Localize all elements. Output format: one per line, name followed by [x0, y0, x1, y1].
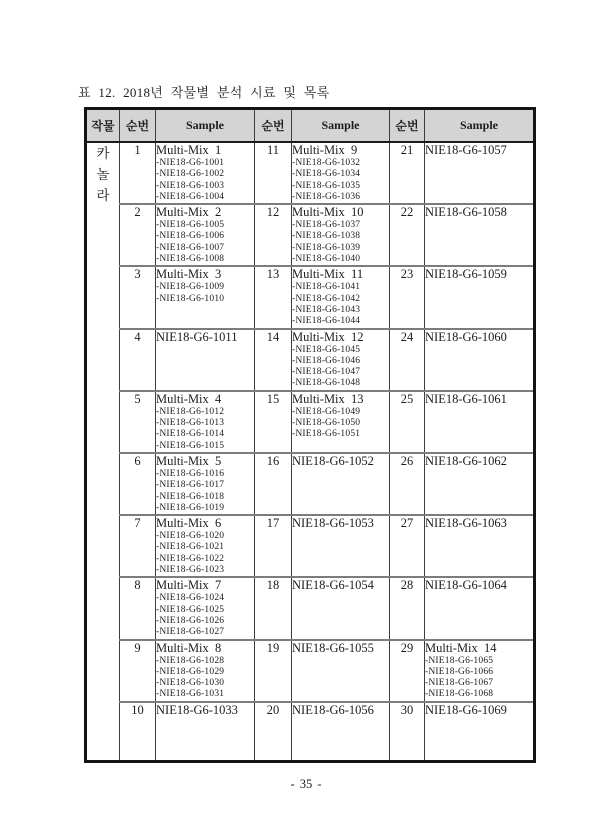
table-row: [86, 391, 535, 453]
sample-item: -NIE18-G6-1043: [292, 304, 361, 315]
sample-item: -NIE18-G6-1039: [292, 242, 361, 253]
sample-title: NIE18-G6-1057: [425, 143, 507, 157]
sample-title: NIE18-G6-1011: [156, 329, 238, 344]
sample-item: -NIE18-G6-1034: [292, 169, 361, 180]
row-number-cell: 30: [390, 702, 425, 762]
sample-title: NIE18-G6-1058: [425, 205, 507, 220]
sample-cell: [425, 266, 535, 328]
sample-title: NIE18-G6-1059: [425, 267, 507, 282]
sample-item: -NIE18-G6-1006: [156, 231, 225, 242]
crop-cell: [86, 142, 120, 762]
header-no-2: 순번: [255, 109, 292, 143]
table-caption: 표 12. 2018년 작물별 분석 시료 및 목록: [78, 85, 330, 100]
row-number-cell: 25: [390, 391, 425, 453]
table-row: [86, 266, 535, 328]
sample-title: Multi-Mix 1: [156, 143, 222, 157]
sample-title: Multi-Mix 5: [156, 453, 222, 468]
sample-item: -NIE18-G6-1037: [292, 220, 361, 231]
table-row: [86, 640, 535, 702]
sample-table: [84, 107, 536, 763]
sample-item: -NIE18-G6-1040: [292, 254, 361, 265]
sample-title: Multi-Mix 14: [425, 640, 497, 655]
sample-title: Multi-Mix 4: [156, 391, 222, 406]
sample-title: NIE18-G6-1053: [292, 516, 374, 531]
row-number-cell: 15: [255, 391, 292, 453]
table-row: [86, 515, 535, 577]
sample-title: Multi-Mix 10: [292, 205, 364, 220]
sample-title: NIE18-G6-1033: [156, 702, 238, 717]
table-row: [86, 453, 535, 515]
row-number-cell: 18: [255, 577, 292, 639]
sample-cell: [292, 142, 390, 204]
row-number-cell: 29: [390, 640, 425, 702]
sample-cell: [156, 142, 255, 204]
sample-title: NIE18-G6-1052: [292, 453, 374, 468]
row-number-cell: 22: [390, 204, 425, 266]
sample-cell: [292, 329, 390, 391]
sample-item: -NIE18-G6-1038: [292, 231, 361, 242]
crop-label-char: 카: [96, 146, 110, 161]
sample-cell: [292, 453, 390, 515]
row-number-cell: 1: [120, 142, 156, 204]
table-row: [86, 142, 535, 204]
sample-item: -NIE18-G6-1019: [156, 502, 225, 513]
row-number-cell: 10: [120, 702, 156, 762]
sample-item: -NIE18-G6-1015: [156, 440, 225, 451]
sample-cell: [292, 640, 390, 702]
row-number-cell: 14: [255, 329, 292, 391]
row-number-cell: 8: [120, 577, 156, 639]
sample-item: -NIE18-G6-1028: [156, 655, 225, 666]
sample-title: NIE18-G6-1054: [292, 578, 374, 593]
sample-cell: [425, 453, 535, 515]
sample-title: Multi-Mix 13: [292, 391, 364, 406]
row-number-cell: 19: [255, 640, 292, 702]
sample-cell: [292, 515, 390, 577]
header-crop: 작물: [86, 109, 120, 143]
sample-cell: [292, 204, 390, 266]
sample-item: -NIE18-G6-1020: [156, 531, 225, 542]
row-number-cell: 6: [120, 453, 156, 515]
header-no-1: 순번: [120, 109, 156, 143]
crop-label-char: 놀: [96, 167, 110, 182]
sample-title: NIE18-G6-1060: [425, 329, 507, 344]
sample-item: -NIE18-G6-1016: [156, 468, 225, 479]
sample-item: -NIE18-G6-1035: [292, 180, 361, 191]
sample-title: Multi-Mix 8: [156, 640, 222, 655]
table-row: [86, 204, 535, 266]
sample-cell: [425, 204, 535, 266]
header-sample-2: Sample: [292, 109, 390, 143]
row-number-cell: 9: [120, 640, 156, 702]
sample-cell: [425, 391, 535, 453]
sample-item: -NIE18-G6-1041: [292, 282, 361, 293]
sample-title: Multi-Mix 11: [292, 267, 364, 282]
sample-title: NIE18-G6-1061: [425, 391, 507, 406]
sample-cell: [156, 515, 255, 577]
sample-item: -NIE18-G6-1017: [156, 480, 225, 491]
sample-item: -NIE18-G6-1049: [292, 406, 361, 417]
table-row: [86, 702, 535, 762]
sample-title: Multi-Mix 12: [292, 329, 364, 344]
sample-title: NIE18-G6-1056: [292, 702, 374, 717]
row-number-cell: 23: [390, 266, 425, 328]
sample-item: -NIE18-G6-1010: [156, 293, 225, 304]
sample-item: -NIE18-G6-1018: [156, 491, 225, 502]
sample-item: -NIE18-G6-1013: [156, 418, 225, 429]
sample-item: -NIE18-G6-1050: [292, 418, 361, 429]
row-number-cell: 20: [255, 702, 292, 762]
header-sample-1: Sample: [156, 109, 255, 143]
sample-item: -NIE18-G6-1009: [156, 282, 225, 293]
row-number-cell: 21: [390, 142, 425, 204]
row-number-cell: 17: [255, 515, 292, 577]
sample-cell: [156, 702, 255, 762]
sample-item: -NIE18-G6-1051: [292, 429, 361, 440]
sample-item: -NIE18-G6-1031: [156, 689, 225, 700]
sample-cell: [156, 266, 255, 328]
sample-item: -NIE18-G6-1012: [156, 406, 225, 417]
row-number-cell: 11: [255, 142, 292, 204]
sample-item: -NIE18-G6-1036: [292, 191, 361, 202]
sample-title: Multi-Mix 6: [156, 516, 222, 531]
sample-item: -NIE18-G6-1030: [156, 678, 225, 689]
sample-item: -NIE18-G6-1027: [156, 627, 225, 638]
sample-cell: [156, 453, 255, 515]
sample-title: NIE18-G6-1069: [425, 702, 507, 717]
sample-cell: [425, 515, 535, 577]
sample-title: Multi-Mix 3: [156, 267, 222, 282]
sample-item: -NIE18-G6-1032: [292, 158, 361, 168]
sample-item: -NIE18-G6-1024: [156, 593, 225, 604]
page-number: - 35 -: [290, 777, 322, 791]
sample-table-wrap: [84, 107, 536, 763]
table-row: [86, 329, 535, 391]
sample-item: -NIE18-G6-1005: [156, 220, 225, 231]
row-number-cell: 16: [255, 453, 292, 515]
row-number-cell: 5: [120, 391, 156, 453]
crop-label-char: 라: [96, 188, 110, 203]
sample-title: NIE18-G6-1062: [425, 453, 507, 468]
header-sample-3: Sample: [425, 109, 535, 143]
row-number-cell: 26: [390, 453, 425, 515]
sample-item: -NIE18-G6-1002: [156, 169, 225, 180]
sample-cell: [425, 142, 535, 204]
sample-title: Multi-Mix 9: [292, 143, 358, 157]
sample-cell: [156, 391, 255, 453]
sample-item: -NIE18-G6-1042: [292, 293, 361, 304]
sample-item: -NIE18-G6-1023: [156, 565, 225, 576]
sample-cell: [425, 640, 535, 702]
sample-item: -NIE18-G6-1014: [156, 429, 225, 440]
sample-item: -NIE18-G6-1047: [292, 367, 361, 378]
table-row: [86, 577, 535, 639]
sample-cell: [156, 204, 255, 266]
sample-title: NIE18-G6-1055: [292, 640, 374, 655]
table-header-row: [86, 109, 535, 143]
sample-item: -NIE18-G6-1029: [156, 666, 225, 677]
sample-cell: [292, 391, 390, 453]
sample-item: -NIE18-G6-1007: [156, 242, 225, 253]
row-number-cell: 27: [390, 515, 425, 577]
row-number-cell: 2: [120, 204, 156, 266]
sample-cell: [425, 577, 535, 639]
sample-item: -NIE18-G6-1003: [156, 180, 225, 191]
sample-item: -NIE18-G6-1048: [292, 378, 361, 389]
sample-item: -NIE18-G6-1068: [425, 689, 494, 700]
table-body: [86, 142, 535, 762]
sample-item: -NIE18-G6-1021: [156, 542, 225, 553]
sample-item: -NIE18-G6-1004: [156, 191, 225, 202]
sample-item: -NIE18-G6-1065: [425, 655, 494, 666]
sample-cell: [156, 329, 255, 391]
row-number-cell: 13: [255, 266, 292, 328]
sample-title: Multi-Mix 7: [156, 578, 222, 593]
sample-item: -NIE18-G6-1025: [156, 604, 225, 615]
sample-item: -NIE18-G6-1066: [425, 666, 494, 677]
sample-title: NIE18-G6-1063: [425, 516, 507, 531]
row-number-cell: 24: [390, 329, 425, 391]
sample-item: -NIE18-G6-1022: [156, 553, 225, 564]
sample-cell: [425, 329, 535, 391]
sample-cell: [156, 640, 255, 702]
row-number-cell: 12: [255, 204, 292, 266]
sample-item: -NIE18-G6-1046: [292, 355, 361, 366]
sample-item: -NIE18-G6-1001: [156, 158, 225, 168]
sample-cell: [156, 577, 255, 639]
sample-item: -NIE18-G6-1067: [425, 678, 494, 689]
sample-item: -NIE18-G6-1008: [156, 254, 225, 265]
header-no-3: 순번: [390, 109, 425, 143]
sample-item: -NIE18-G6-1044: [292, 316, 361, 327]
row-number-cell: 28: [390, 577, 425, 639]
row-number-cell: 3: [120, 266, 156, 328]
row-number-cell: 4: [120, 329, 156, 391]
sample-title: NIE18-G6-1064: [425, 578, 507, 593]
sample-cell: [292, 577, 390, 639]
sample-cell: [425, 702, 535, 762]
sample-cell: [292, 702, 390, 762]
sample-item: -NIE18-G6-1045: [292, 344, 361, 355]
sample-item: -NIE18-G6-1026: [156, 615, 225, 626]
row-number-cell: 7: [120, 515, 156, 577]
sample-cell: [292, 266, 390, 328]
sample-title: Multi-Mix 2: [156, 205, 222, 220]
